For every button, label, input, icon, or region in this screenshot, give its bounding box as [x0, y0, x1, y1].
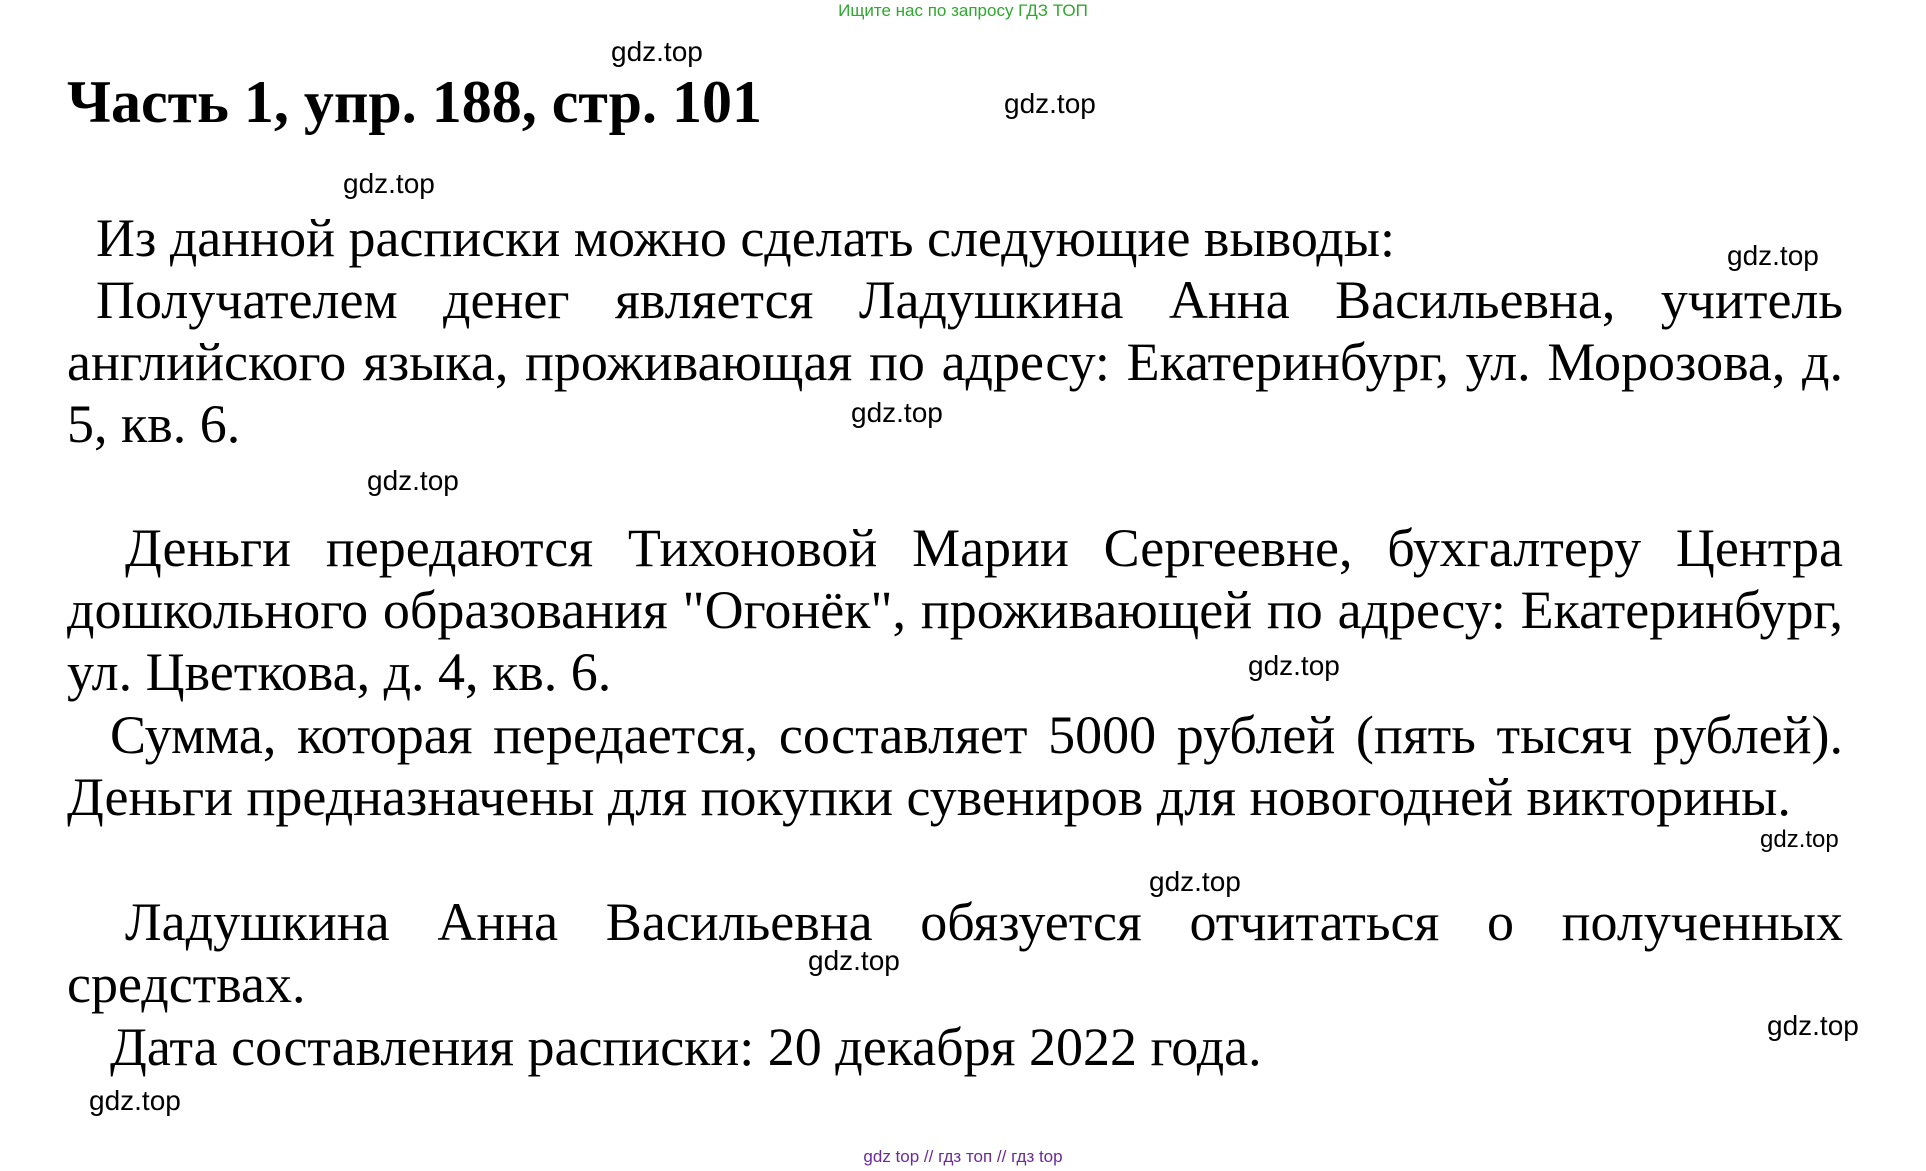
paragraph-sum: Сумма, которая передается, составляет 5000 рублей (пять тысяч рублей). Деньги предназначены для покупки сувениров для новогодней викторины. [67, 705, 1843, 827]
watermark: gdz.top [1149, 866, 1241, 897]
paragraph-intro [67, 207, 1843, 269]
watermark: gdz.top [808, 945, 900, 976]
page-title: Часть 1, упр. 188, стр. 101 [67, 69, 763, 135]
paragraph-text: Из данной расписки можно сделать следующие выводы: [96, 208, 1396, 268]
watermark: gdz.top [89, 1085, 181, 1116]
footer-links: gdz top // гдз топ // гдз top [863, 1147, 1063, 1166]
watermark: gdz.top [343, 168, 435, 199]
paragraph-obligation: Ладушкина Анна Васильевна обязуется отчитаться о полученных средствах. [67, 892, 1843, 1014]
watermark: gdz.top [1004, 88, 1096, 119]
paragraph-date: Дата составления расписки: 20 декабря 2022 года. [110, 1017, 1262, 1077]
search-hint-banner: Ищите нас по запросу ГДЗ ТОП [838, 1, 1088, 20]
watermark: gdz.top [1767, 1010, 1859, 1041]
paragraph-sender: Деньги передаются Тихоновой Марии Сергеевне, бухгалтеру Центра дошкольного образования "Огонёк", проживающей по адресу: Екатеринбург, ул. Цветкова, д. 4, кв. 6. [67, 518, 1843, 702]
watermark: gdz.top [1760, 826, 1839, 853]
paragraph-recipient: Получателем денег является Ладушкина Анна Васильевна, учитель английского языка, проживающая по адресу: Екатеринбург, ул. Морозова, д. 5, кв. 6. [67, 270, 1843, 454]
watermark: gdz.top [1727, 240, 1819, 271]
watermark: gdz.top [851, 397, 943, 428]
watermark: gdz.top [611, 36, 703, 67]
watermark: gdz.top [367, 465, 459, 496]
watermark: gdz.top [1248, 650, 1340, 681]
